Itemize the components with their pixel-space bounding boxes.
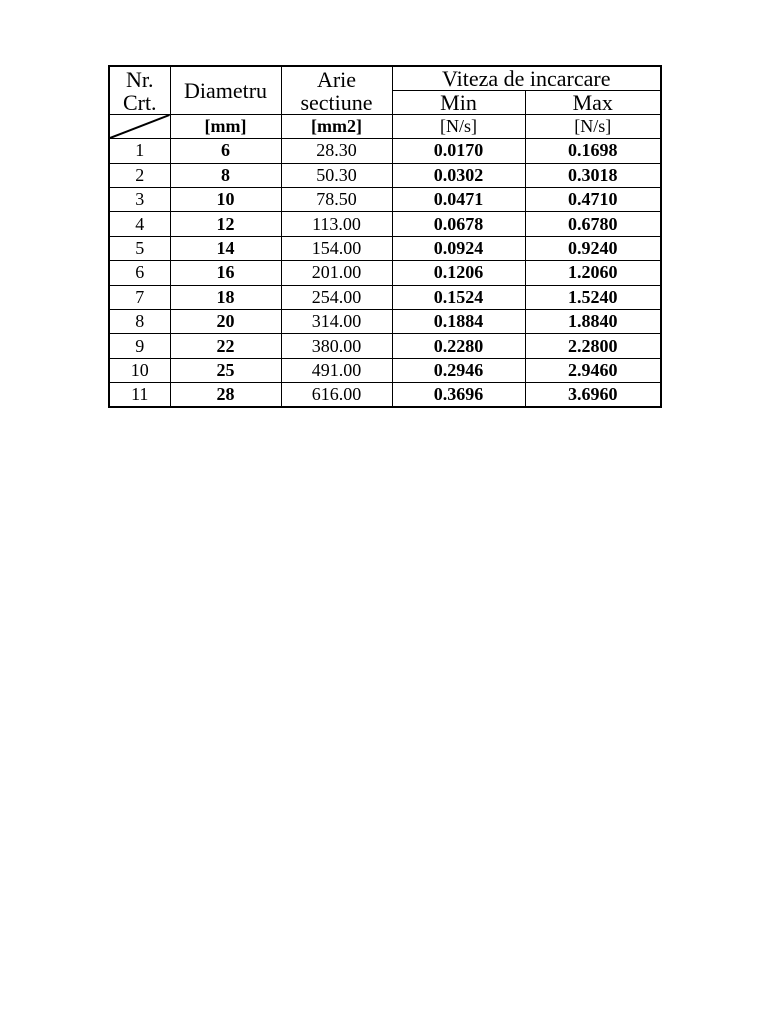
cell-nr: 8	[109, 309, 170, 333]
table-row	[109, 261, 661, 285]
table-row	[109, 358, 661, 382]
cell-nr: 7	[109, 285, 170, 309]
cell-nr: 2	[109, 163, 170, 187]
cell-nr: 9	[109, 334, 170, 358]
header-nr-crt	[109, 66, 170, 115]
cell-diametru: 20	[170, 309, 281, 333]
cell-diametru: 8	[170, 163, 281, 187]
header-max: Max	[525, 91, 661, 115]
table-row	[109, 285, 661, 309]
header-arie-line1: Arie	[316, 66, 357, 92]
header-nr-line2: Crt.	[122, 89, 157, 115]
cell-arie: 28.30	[281, 139, 392, 163]
cell-nr: 3	[109, 187, 170, 211]
table-row	[109, 383, 661, 408]
cell-arie: 201.00	[281, 261, 392, 285]
cell-arie: 50.30	[281, 163, 392, 187]
table-row	[109, 187, 661, 211]
cell-max: 3.6960	[525, 383, 661, 408]
cell-diametru: 22	[170, 334, 281, 358]
cell-min: 0.0924	[392, 236, 525, 260]
cell-arie: 616.00	[281, 383, 392, 408]
cell-diametru: 14	[170, 236, 281, 260]
unit-max: [N/s]	[525, 115, 661, 139]
cell-max: 1.2060	[525, 261, 661, 285]
header-diametru: Diametru	[170, 66, 281, 115]
table-row	[109, 139, 661, 163]
cell-arie: 491.00	[281, 358, 392, 382]
cell-min: 0.2946	[392, 358, 525, 382]
unit-diametru: [mm]	[170, 115, 281, 139]
cell-min: 0.3696	[392, 383, 525, 408]
table-row	[109, 309, 661, 333]
cell-diametru: 28	[170, 383, 281, 408]
cell-arie: 314.00	[281, 309, 392, 333]
cell-arie: 254.00	[281, 285, 392, 309]
cell-arie: 380.00	[281, 334, 392, 358]
cell-nr: 11	[109, 383, 170, 408]
header-arie-line2: sectiune	[300, 89, 373, 115]
cell-diametru: 16	[170, 261, 281, 285]
cell-nr: 4	[109, 212, 170, 236]
table-row	[109, 163, 661, 187]
cell-max: 1.5240	[525, 285, 661, 309]
cell-diametru: 6	[170, 139, 281, 163]
cell-max: 0.9240	[525, 236, 661, 260]
cell-max: 2.2800	[525, 334, 661, 358]
cell-max: 2.9460	[525, 358, 661, 382]
table-row	[109, 334, 661, 358]
table-row	[109, 212, 661, 236]
cell-diametru: 10	[170, 187, 281, 211]
cell-min: 0.0678	[392, 212, 525, 236]
header-nr-line1: Nr.	[126, 66, 154, 92]
cell-min: 0.0302	[392, 163, 525, 187]
cell-nr: 10	[109, 358, 170, 382]
header-arie-sectiune	[281, 66, 392, 115]
cell-arie: 154.00	[281, 236, 392, 260]
diagonal-line-icon	[110, 115, 170, 138]
cell-min: 0.1206	[392, 261, 525, 285]
header-viteza-de-incarcare: Viteza de incarcare	[392, 66, 661, 91]
cell-max: 0.4710	[525, 187, 661, 211]
cell-nr: 5	[109, 236, 170, 260]
cell-diametru: 25	[170, 358, 281, 382]
cell-min: 0.2280	[392, 334, 525, 358]
cell-diametru: 12	[170, 212, 281, 236]
cell-min: 0.1884	[392, 309, 525, 333]
cell-min: 0.0471	[392, 187, 525, 211]
cell-max: 0.3018	[525, 163, 661, 187]
table-row	[109, 236, 661, 260]
cell-max: 0.6780	[525, 212, 661, 236]
cell-min: 0.0170	[392, 139, 525, 163]
cell-arie: 113.00	[281, 212, 392, 236]
cell-max: 1.8840	[525, 309, 661, 333]
cell-diametru: 18	[170, 285, 281, 309]
data-table-container	[108, 65, 660, 408]
units-row	[109, 115, 661, 139]
header-min: Min	[392, 91, 525, 115]
unit-arie: [mm2]	[281, 115, 392, 139]
diagonal-cell	[109, 115, 170, 139]
loading-rate-table	[108, 65, 662, 408]
unit-min: [N/s]	[392, 115, 525, 139]
cell-nr: 6	[109, 261, 170, 285]
cell-min: 0.1524	[392, 285, 525, 309]
cell-arie: 78.50	[281, 187, 392, 211]
cell-nr: 1	[109, 139, 170, 163]
cell-max: 0.1698	[525, 139, 661, 163]
